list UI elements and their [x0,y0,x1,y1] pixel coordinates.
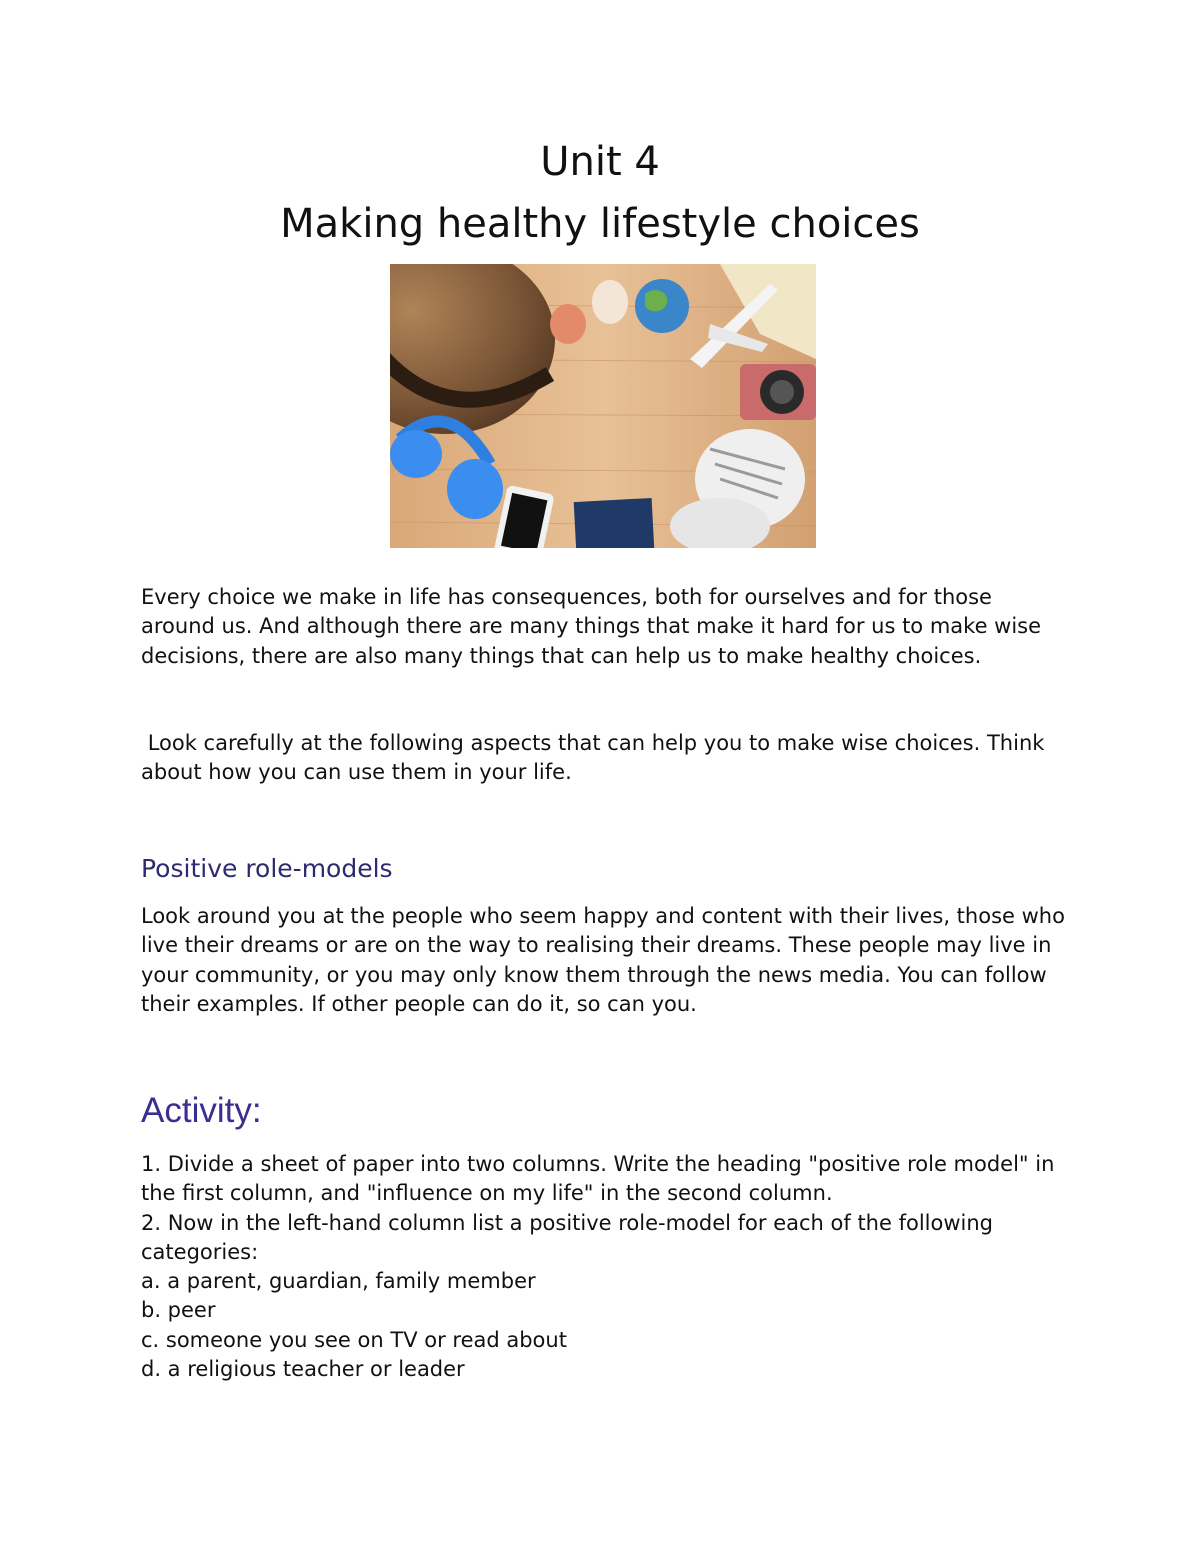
activity-step-1: 1. Divide a sheet of paper into two columns. Write the heading "positive role model" in the first column, and "influence on my life" in the second column. [141,1152,1055,1206]
section-paragraph: Look around you at the people who seem happy and content with their lives, those who live their dreams or are on the way to realising their dreams. These people may live in your community, or you may only know them through the news media. You can follow their examples. If other people can do it, so can you. [141,904,1065,1016]
title-block [0,138,1200,248]
seashell-shape [550,304,586,344]
seashell-shape [592,280,628,324]
category-item-b: b. peer [141,1298,216,1323]
activity-step-2: 2. Now in the left-hand column list a positive role-model for each of the following categories: [141,1210,993,1264]
passport-shape [574,498,655,548]
page-title: Making healthy lifestyle choices [280,201,920,247]
intro-paragraph-2: Look carefully at the following aspects that can help you to make wise choices. Think about how you can use them in your life. [141,731,1052,785]
category-item-d: d. a religious teacher or leader [141,1357,465,1382]
unit-label: Unit 4 [540,139,660,185]
intro-paragraph-1: Every choice we make in life has consequences, both for ourselves and for those around us. And although there are many things that make it hard for us to make wise decisions, there are also many things that can help us to make healthy choices. [141,585,1042,668]
category-item-a: a. a parent, guardian, family member [141,1269,536,1294]
activity-list [141,1150,1071,1384]
section-heading: Positive role-models [141,854,393,883]
travel-items-photo [390,264,816,548]
activity-heading: Activity: [141,1091,262,1130]
category-item-c: c. someone you see on TV or read about [141,1327,567,1352]
camera-shape [740,364,816,420]
